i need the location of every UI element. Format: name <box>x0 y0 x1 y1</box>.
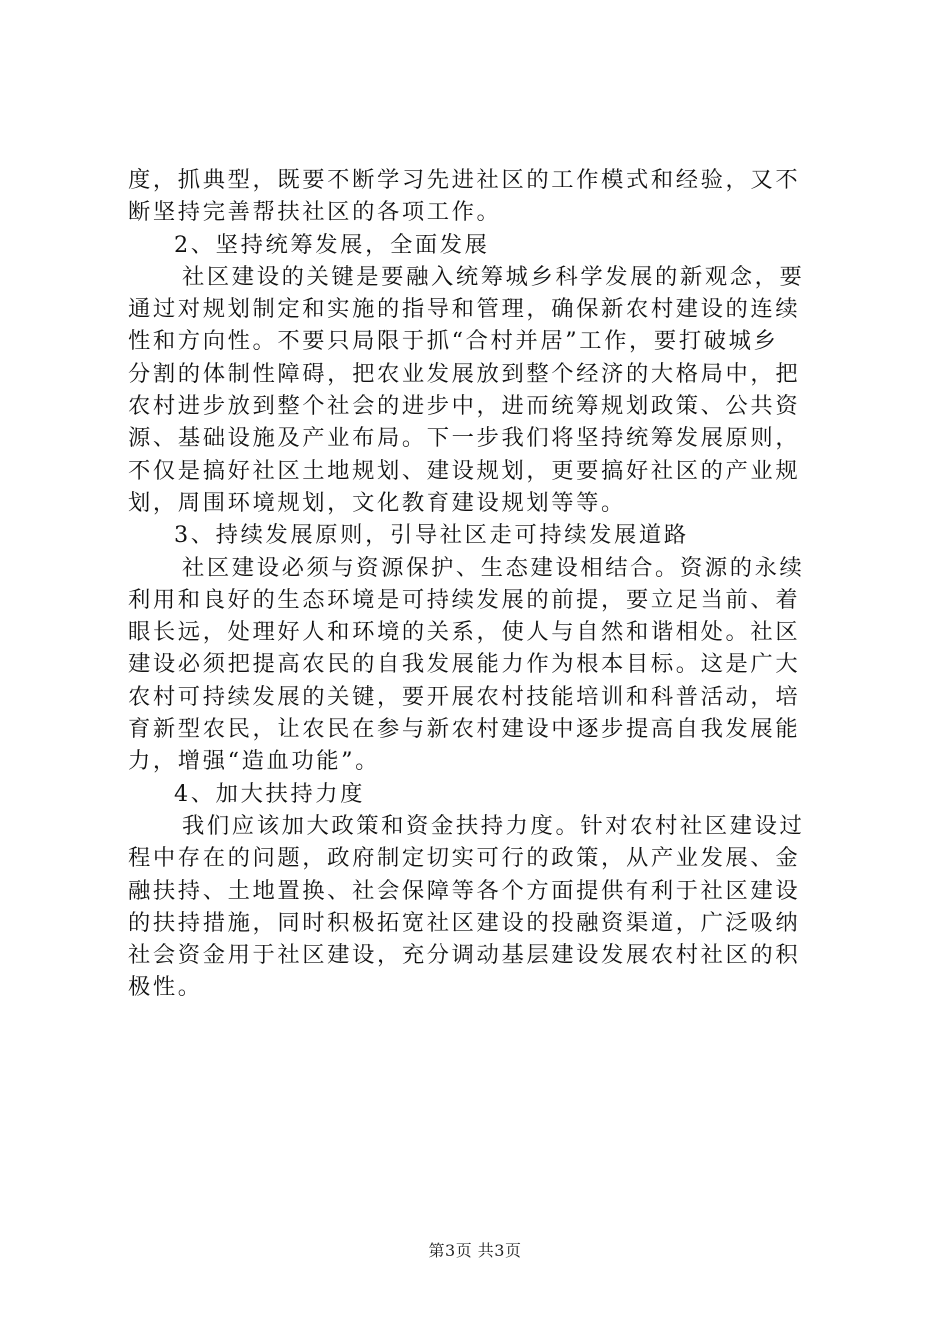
body-line: 程中存在的问题，政府制定切实可行的政策，从产业发展、金 <box>128 845 801 872</box>
paragraph-first-line: 我们应该加大政策和资金扶持力度。针对农村社区建设过 <box>182 812 805 839</box>
body-line: 断坚持完善帮扶社区的各项工作。 <box>128 199 502 226</box>
paragraph-first-line: 社区建设的关键是要融入统筹城乡科学发展的新观念，要 <box>182 263 805 290</box>
body-line: 源、基础设施及产业布局。下一步我们将坚持统筹发展原则， <box>128 425 801 452</box>
paragraph-first-line: 社区建设必须与资源保护、生态建设相结合。资源的永续 <box>182 554 805 581</box>
body-line: 性和方向性。不要只局限于抓“合村并居”工作，要打破城乡 <box>128 328 779 355</box>
body-line: 农村进步放到整个社会的进步中，进而统筹规划政策、公共资 <box>128 393 801 420</box>
body-line: 划，周围环境规划，文化教育建设规划等等。 <box>128 489 626 516</box>
body-line: 融扶持、土地置换、社会保障等各个方面提供有利于社区建设 <box>128 877 801 904</box>
body-line: 力，增强“造血功能”。 <box>128 748 381 775</box>
body-line: 分割的体制性障碍，把农业发展放到整个经济的大格局中，把 <box>128 360 801 387</box>
body-line: 极性。 <box>128 974 203 1001</box>
body-line: 的扶持措施，同时积极拓宽社区建设的投融资渠道，广泛吸纳 <box>128 909 801 936</box>
body-line: 不仅是搞好社区土地规划、建设规划，更要搞好社区的产业规 <box>128 457 801 484</box>
body-line: 建设必须把提高农民的自我发展能力作为根本目标。这是广大 <box>128 651 801 678</box>
body-line: 眼长远，处理好人和环境的关系，使人与自然和谐相处。社区 <box>128 619 801 646</box>
body-line: 通过对规划制定和实施的指导和管理，确保新农村建设的连续 <box>128 296 801 323</box>
body-line: 农村可持续发展的关键，要开展农村技能培训和科普活动，培 <box>128 683 801 710</box>
section-heading-4: 4、加大扶持力度 <box>174 780 366 807</box>
page-footer: 第3页 共3页 <box>428 1241 522 1260</box>
body-line: 利用和良好的生态环境是可持续发展的前提，要立足当前、着 <box>128 586 801 613</box>
section-heading-2: 2、坚持统筹发展，全面发展 <box>174 231 490 258</box>
section-heading-3: 3、持续发展原则，引导社区走可持续发展道路 <box>174 522 689 549</box>
body-line: 社会资金用于社区建设，充分调动基层建设发展农村社区的积 <box>128 942 801 969</box>
body-line: 育新型农民，让农民在参与新农村建设中逐步提高自我发展能 <box>128 716 801 743</box>
document-body <box>128 164 828 1004</box>
body-line: 度，抓典型，既要不断学习先进社区的工作模式和经验，又不 <box>128 167 801 193</box>
